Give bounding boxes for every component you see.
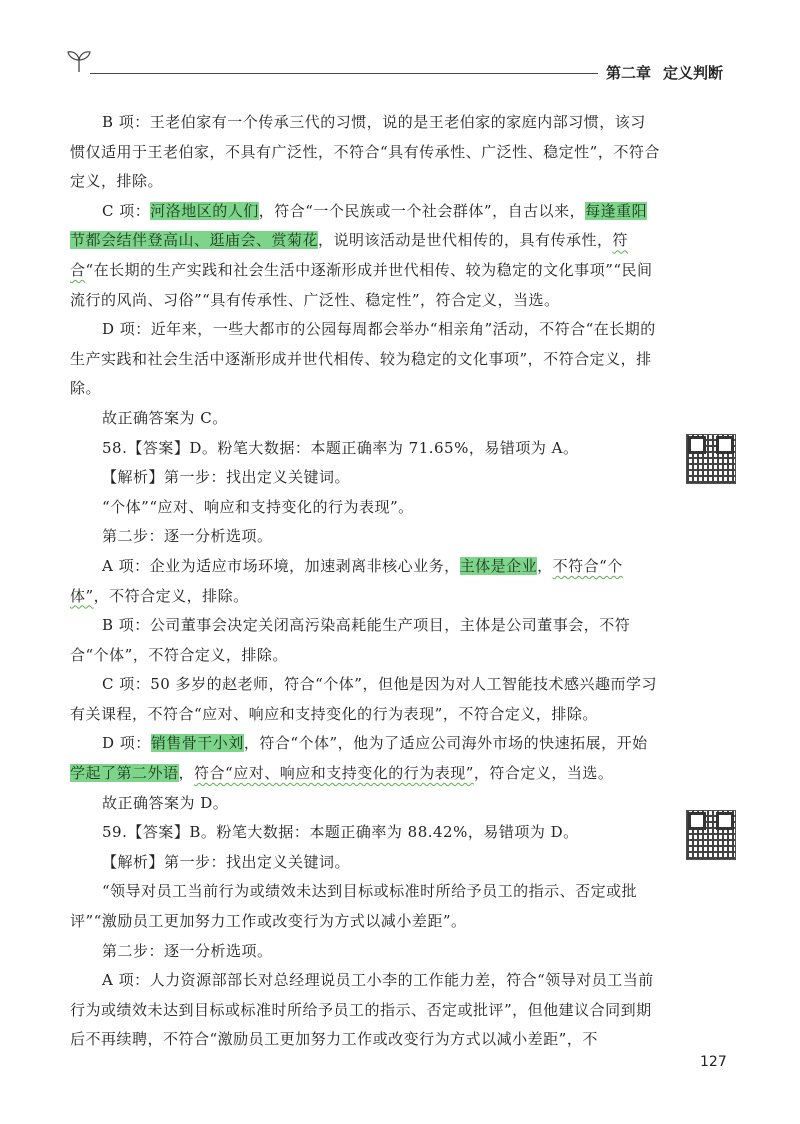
paragraph xyxy=(70,197,660,315)
text-segment: 【解析】第一步：找出定义关键词。 xyxy=(102,852,351,871)
text-segment: 59.【答案】B。粉笔大数据：本题正确率为 88.42%，易错项为 D。 xyxy=(102,823,579,842)
paragraph xyxy=(70,522,660,552)
paragraph xyxy=(70,966,660,1055)
highlight: 每逢重阳节都会结伴登高山、逛庙会、赏菊花 xyxy=(70,201,648,250)
sprout-icon xyxy=(66,48,92,74)
chapter-number: 第二章 xyxy=(606,64,652,82)
text-segment: ，符合“个体”，他为了适应公司海外市场的快速拓展，开始 xyxy=(243,734,648,753)
paragraph xyxy=(70,493,660,523)
paragraph xyxy=(70,877,660,936)
wavy-underline: 不符合“个体” xyxy=(70,556,623,605)
paragraph xyxy=(70,729,660,788)
text-segment: 第二步：逐一分析选项。 xyxy=(102,941,273,960)
paragraph xyxy=(70,670,660,729)
page-header xyxy=(0,40,800,100)
paragraph xyxy=(70,789,660,819)
text-segment: “个体”“应对、响应和支持变化的行为表现”。 xyxy=(102,497,414,516)
text-segment: ，不符合定义，排除。 xyxy=(93,586,249,605)
qr-code-icon[interactable] xyxy=(686,434,736,484)
qr-code-icon[interactable] xyxy=(686,810,736,860)
paragraph xyxy=(70,404,660,434)
paragraph xyxy=(70,315,660,404)
wavy-underline: 符合“应对、响应和支持变化的行为表现” xyxy=(194,764,474,783)
paragraph xyxy=(70,611,660,670)
chapter-title xyxy=(606,62,723,83)
text-segment: ，符合“一个民族或一个社会群体”，自古以来， xyxy=(258,201,586,220)
highlight: 销售骨干小刘 xyxy=(150,734,244,753)
wavy-underline: 符合 xyxy=(70,231,629,279)
text-segment: “领导对员工当前行为或绩效未达到目标或标准时所给予员工的指示、否定或批评”“激励员工更加努力工作或改变行为方式以减小差距”。 xyxy=(70,882,638,931)
page-content xyxy=(70,108,660,1055)
text-segment: C 项：50 多岁的赵老师，符合“个体”，但他是因为对人工智能技术感兴趣而学习有关课程，不符合“应对、响应和支持变化的行为表现”，不符合定义，排除。 xyxy=(70,675,657,723)
paragraph xyxy=(70,848,660,878)
text-segment: B 项：公司董事会决定关闭高污染高耗能生产项目，主体是公司董事会，不符合“个体”，不符合定义，排除。 xyxy=(70,616,631,664)
paragraph xyxy=(70,552,660,611)
chapter-section: 定义判断 xyxy=(663,64,724,82)
text-segment: ，符合定义，当选。 xyxy=(473,764,614,783)
paragraph xyxy=(70,463,660,493)
highlight: 学起了第二外语 xyxy=(70,764,179,783)
text-segment: D 项： xyxy=(102,734,151,753)
text-segment: ， xyxy=(537,556,553,575)
highlight: 河洛地区的人们 xyxy=(150,201,259,220)
paragraph xyxy=(70,434,660,464)
page-number: 127 xyxy=(700,1054,727,1070)
paragraph xyxy=(70,818,660,848)
header-rule xyxy=(90,73,598,74)
text-segment: A 项：人力资源部部长对总经理说员工小李的工作能力差，符合“领导对员工当前行为或绩效未达到目标或标准时所给予员工的指示、否定或批评”，但他建议合同到期后不再续聘，不符合“激励员工更加努力工作或改变行为方式以减小差距”，不 xyxy=(70,971,654,1049)
paragraph xyxy=(70,937,660,967)
paragraph xyxy=(70,108,660,197)
text-segment: C 项： xyxy=(102,201,151,220)
text-segment: 58.【答案】D。粉笔大数据：本题正确率为 71.65%，易错项为 A。 xyxy=(102,438,579,457)
text-segment: 故正确答案为 C。 xyxy=(102,408,228,427)
text-segment: “在长期的生产实践和社会生活中逐渐形成并世代相传、较为稳定的文化事项”“民间流行的风尚、习俗”“具有传承性、广泛性、稳定性”，符合定义，当选。 xyxy=(70,260,653,309)
text-segment: D 项：近年来，一些大都市的公园每周都会举办“相亲角”活动，不符合“在长期的生产实践和社会生活中逐渐形成并世代相传、较为稳定的文化事项”，不符合定义，排除。 xyxy=(70,320,656,398)
text-segment: B 项：王老伯家有一个传承三代的习惯，说的是王老伯家的家庭内部习惯，该习惯仅适用于王老伯家，不具有广泛性，不符合“具有传承性、广泛性、稳定性”，不符合定义，排除。 xyxy=(70,113,660,191)
text-segment: 第二步：逐一分析选项。 xyxy=(102,527,273,546)
highlight: 主体是企业 xyxy=(459,556,538,575)
text-segment: A 项：企业为适应市场环境，加速剥离非核心业务， xyxy=(102,556,460,575)
text-segment: ，说明该活动是世代相传的，具有传承性， xyxy=(318,231,613,250)
text-segment: 故正确答案为 D。 xyxy=(102,793,229,812)
text-segment: ， xyxy=(178,764,195,783)
text-segment: 【解析】第一步：找出定义关键词。 xyxy=(102,468,351,487)
